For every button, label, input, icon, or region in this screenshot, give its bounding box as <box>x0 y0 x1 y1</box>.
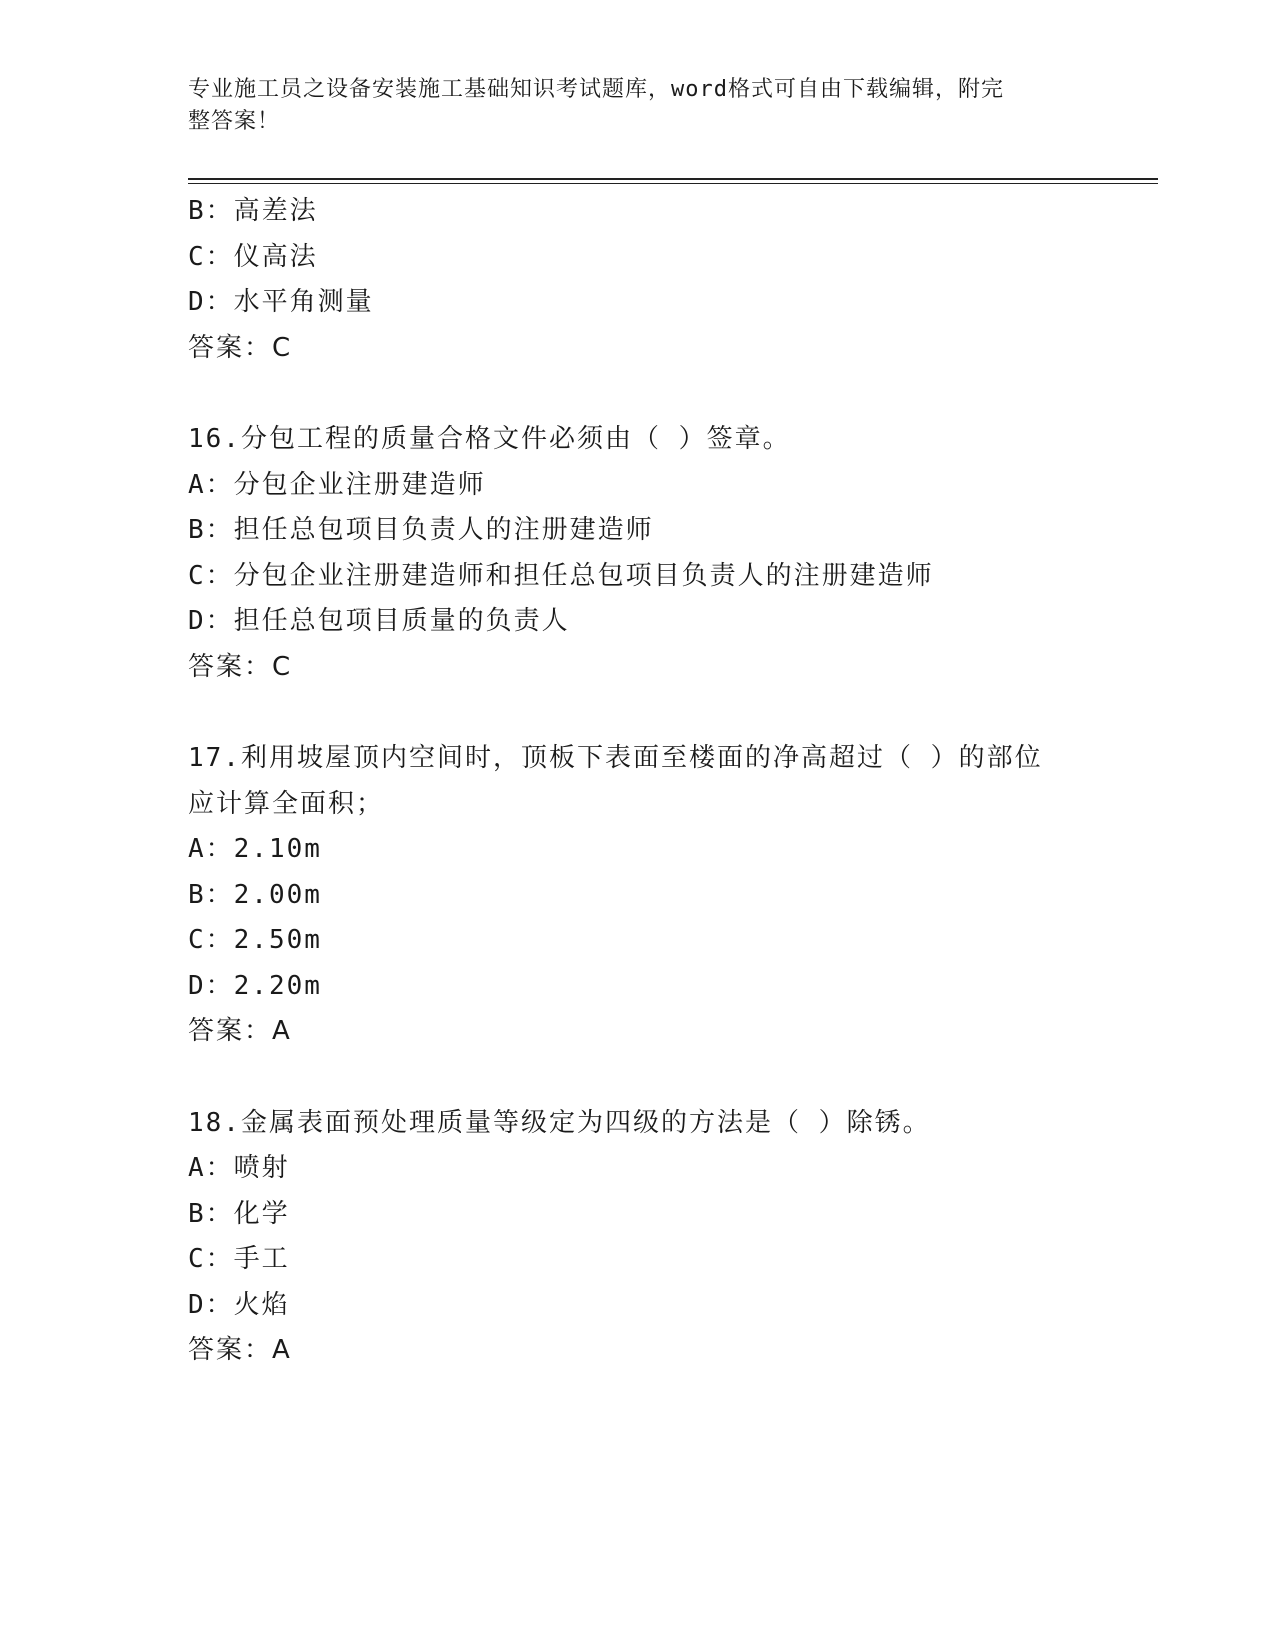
option-b: B：担任总包项目负责人的注册建造师 <box>188 515 654 545</box>
option-d: D：水平角测量 <box>188 287 374 317</box>
answer-line: 答案：C <box>188 332 293 363</box>
option-b: B：2.00m <box>188 879 322 910</box>
option-c: C：手工 <box>188 1244 290 1274</box>
spacer <box>188 1055 1088 1101</box>
spacer <box>188 690 1088 736</box>
option-c: C：2.50m <box>188 925 322 955</box>
question-17 <box>188 736 1088 1055</box>
question-16 <box>188 417 1088 690</box>
header-line-1: 专业施工员之设备安装施工基础知识考试题库，word格式可自由下载编辑，附完 <box>188 77 1004 102</box>
option-a: A：2.10m <box>188 834 322 864</box>
question-stem-continued: 应计算全面积； <box>188 788 385 819</box>
option-a: A：分包企业注册建造师 <box>188 469 486 500</box>
header-divider-thin <box>188 183 1158 184</box>
document-header <box>188 74 1068 138</box>
question-stem: 18.金属表面预处理质量等级定为四级的方法是（ ）除锈。 <box>188 1107 931 1138</box>
option-b: B：高差法 <box>188 196 318 226</box>
option-c: C：仪高法 <box>188 241 318 272</box>
answer-line: 答案：C <box>188 651 293 682</box>
question-15-continued <box>188 189 1088 371</box>
option-a: A：喷射 <box>188 1153 290 1183</box>
answer-line: 答案：A <box>188 1335 292 1365</box>
spacer <box>188 371 1088 417</box>
question-stem: 17.利用坡屋顶内空间时，顶板下表面至楼面的净高超过（ ）的部位 <box>188 743 1043 773</box>
question-stem: 16.分包工程的质量合格文件必须由（ ）签章。 <box>188 424 791 454</box>
header-divider-thick <box>188 178 1158 180</box>
answer-line: 答案：A <box>188 1016 292 1046</box>
option-c: C：分包企业注册建造师和担任总包项目负责人的注册建造师 <box>188 560 934 591</box>
header-line-2: 整答案！ <box>188 109 281 134</box>
option-d: D：火焰 <box>188 1289 290 1320</box>
document-body <box>188 189 1088 1374</box>
option-d: D：2.20m <box>188 970 322 1001</box>
question-18 <box>188 1101 1088 1374</box>
option-b: B：化学 <box>188 1198 290 1229</box>
option-d: D：担任总包项目质量的负责人 <box>188 606 570 636</box>
